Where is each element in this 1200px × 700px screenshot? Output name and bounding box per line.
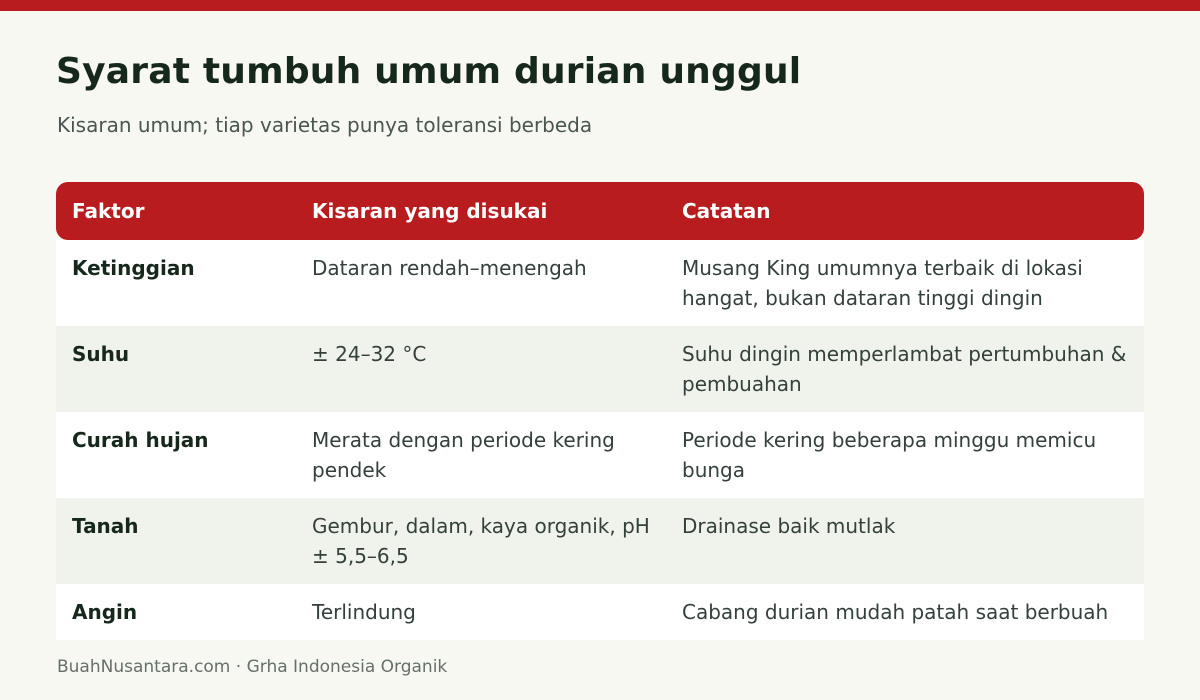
page-subtitle: Kisaran umum; tiap varietas punya toleransi berbeda — [57, 113, 593, 137]
header-faktor: Faktor — [72, 199, 145, 223]
row-faktor: Curah hujan — [72, 428, 209, 452]
row-kisaran: Merata dengan periode kering pendek — [312, 428, 615, 482]
table-row — [56, 498, 1144, 584]
row-faktor: Tanah — [72, 514, 139, 538]
row-catatan: Musang King umumnya terbaik di lokasi hangat, bukan dataran tinggi dingin — [682, 256, 1083, 310]
growth-requirements-table — [56, 182, 1144, 640]
footer-credit: BuahNusantara.com · Grha Indonesia Organik — [57, 657, 448, 677]
row-catatan: Periode kering beberapa minggu memicu bunga — [682, 428, 1097, 482]
header-kisaran: Kisaran yang disukai — [312, 199, 548, 223]
row-catatan: Cabang durian mudah patah saat berbuah — [682, 600, 1109, 624]
row-catatan: Suhu dingin memperlambat pertumbuhan & pembuahan — [682, 342, 1127, 396]
row-kisaran: Dataran rendah–menengah — [312, 256, 587, 280]
row-faktor: Angin — [72, 600, 138, 624]
row-catatan: Drainase baik mutlak — [682, 514, 896, 538]
row-kisaran: Gembur, dalam, kaya organik, pH ± 5,5–6,5 — [312, 514, 650, 568]
table-row — [56, 240, 1144, 326]
page-title: Syarat tumbuh umum durian unggul — [56, 51, 802, 92]
table-row — [56, 412, 1144, 498]
top-accent-bar — [0, 0, 1200, 11]
row-faktor: Suhu — [72, 342, 130, 366]
table-row — [56, 584, 1144, 640]
row-kisaran: ± 24–32 °C — [312, 342, 427, 366]
row-faktor: Ketinggian — [72, 256, 195, 280]
header-catatan: Catatan — [682, 199, 771, 223]
table-row — [56, 326, 1144, 412]
row-kisaran: Terlindung — [312, 600, 416, 624]
table-header — [56, 182, 1144, 240]
